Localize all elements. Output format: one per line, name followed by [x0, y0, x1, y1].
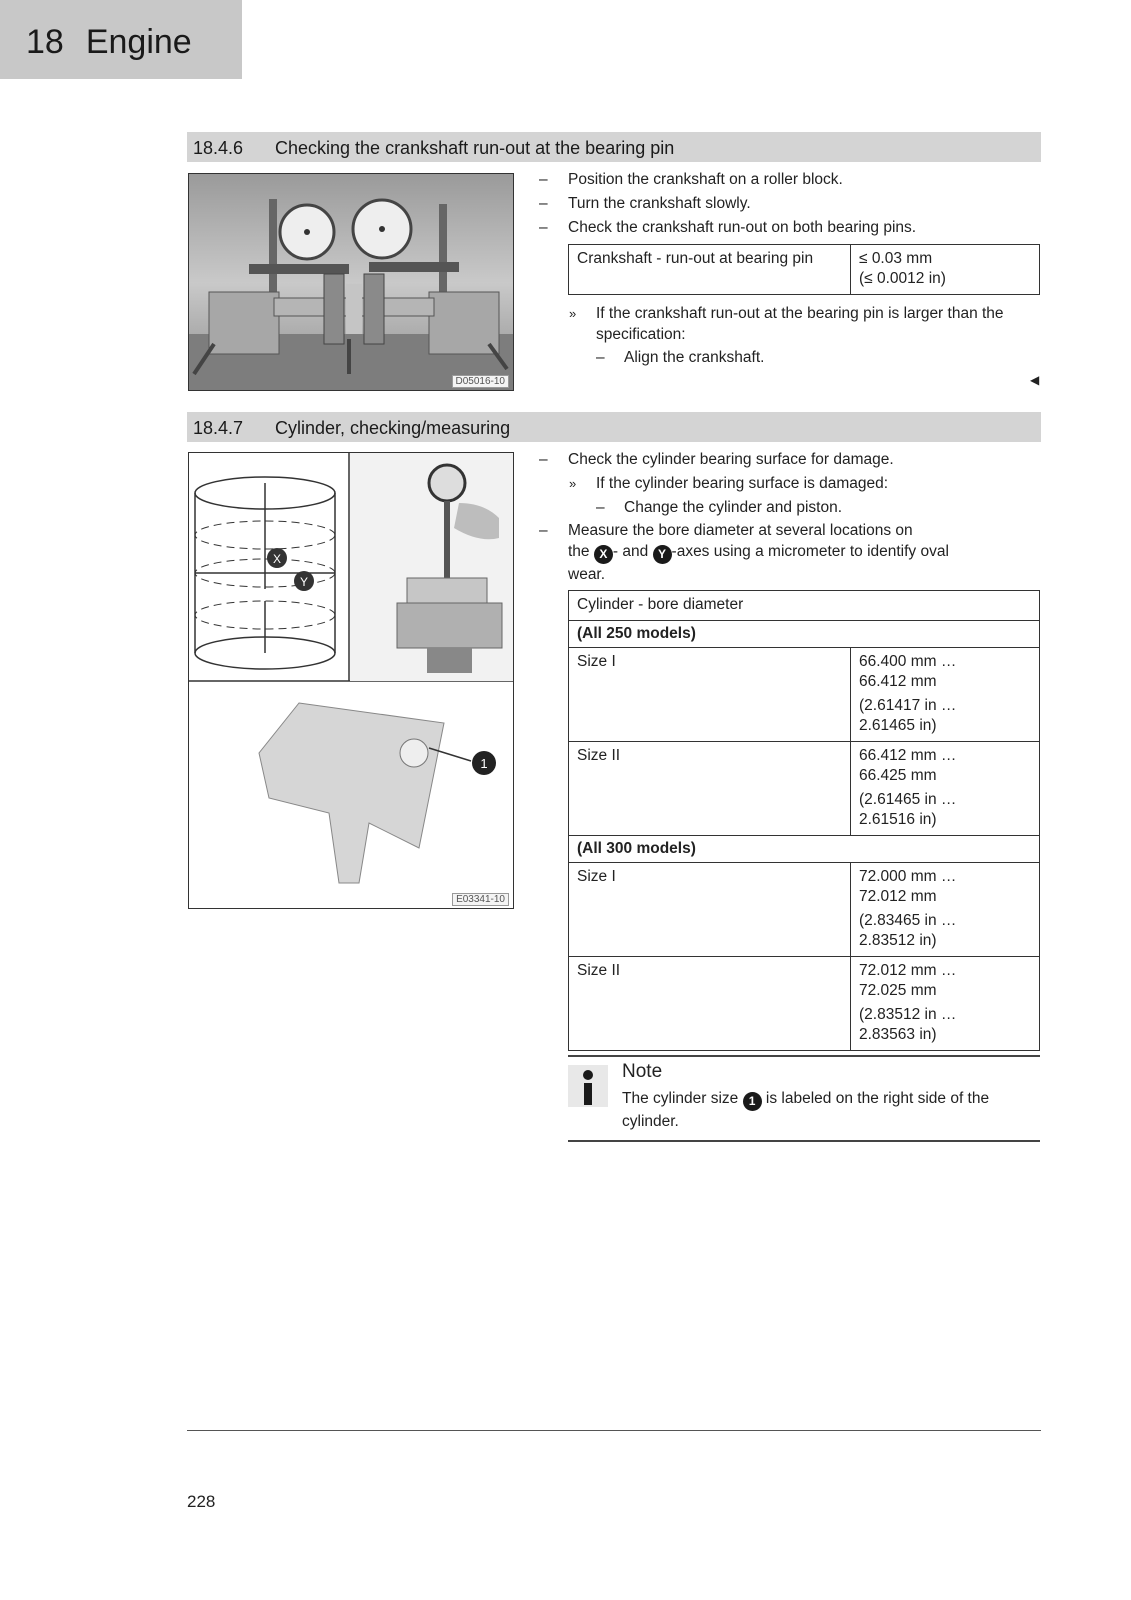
- cylinder-diagram: [189, 453, 514, 909]
- measure-line-2: [568, 541, 1038, 564]
- measure-axes: -axes using a micrometer to identify oval: [671, 543, 949, 560]
- size-value: [851, 742, 1040, 836]
- footer-rule: [187, 1430, 1041, 1431]
- section-title: Checking the crankshaft run-out at the bearing pin: [275, 138, 675, 158]
- x-axis-badge: X: [594, 545, 613, 564]
- step-dash: –: [539, 451, 548, 468]
- value-mm: 66.412 mm … 66.425 mm: [859, 747, 957, 784]
- measure-the: the: [568, 543, 590, 560]
- size-label: Size I: [569, 648, 851, 742]
- group-row-250: [569, 621, 1040, 648]
- action-align-crankshaft: Align the crankshaft.: [624, 349, 765, 366]
- note-bottom-rule: [568, 1140, 1040, 1142]
- note-text-after: is labeled on the right side of the cylinder.: [622, 1090, 990, 1130]
- size-value: [851, 648, 1040, 742]
- step-turn-crankshaft: Turn the crankshaft slowly.: [568, 195, 751, 212]
- table-row: [569, 742, 1040, 836]
- size-value: [851, 863, 1040, 957]
- callout-x: X: [272, 552, 282, 566]
- value-in: (2.61465 in … 2.61516 in): [859, 791, 957, 828]
- table-row: [569, 245, 1040, 295]
- section-heading-cylinder: [187, 412, 1041, 442]
- table-header-row: [569, 591, 1040, 621]
- group-name: (All 250 models): [569, 621, 1040, 648]
- spec-value-in: (≤ 0.0012 in): [859, 270, 946, 287]
- cylinder-measuring-figure: [188, 452, 514, 909]
- section-number: 18.4.6: [193, 138, 244, 158]
- info-icon: [568, 1065, 608, 1107]
- table-row: [569, 957, 1040, 1051]
- figure-code: E03341-10: [452, 893, 509, 906]
- step-check-surface: Check the cylinder bearing surface for damage.: [568, 451, 894, 468]
- table-row: [569, 648, 1040, 742]
- step-dash: –: [539, 522, 548, 539]
- step-dash: –: [539, 219, 548, 236]
- chapter-number: 18: [26, 23, 64, 61]
- section-number: 18.4.7: [193, 418, 244, 438]
- value-mm: 72.012 mm … 72.025 mm: [859, 962, 957, 999]
- spec-value-mm: ≤ 0.03 mm: [859, 250, 933, 267]
- spec-label: Crankshaft - run-out at bearing pin: [569, 245, 851, 295]
- action-change-cylinder: Change the cylinder and piston.: [624, 499, 843, 516]
- chapter-title: Engine: [85, 23, 192, 61]
- group-row-300: [569, 836, 1040, 863]
- bore-diameter-table: [568, 590, 1040, 1051]
- callout-one-badge: 1: [743, 1092, 762, 1111]
- runout-condition: If the crankshaft run-out at the bearing pin is larger than the specification:: [596, 305, 1004, 343]
- step-dash: –: [539, 171, 548, 188]
- callout-one: 1: [480, 756, 488, 771]
- value-mm: 72.000 mm … 72.012 mm: [859, 868, 957, 905]
- section-heading-crankshaft: [187, 132, 1041, 162]
- step-position-crankshaft: Position the crankshaft on a roller block.: [568, 171, 843, 188]
- value-mm: 66.400 mm … 66.412 mm: [859, 653, 957, 690]
- callout-y: Y: [299, 575, 309, 589]
- size-value: [851, 957, 1040, 1051]
- note-title: Note: [622, 1061, 663, 1082]
- figure-code: D05016-10: [452, 375, 509, 388]
- note-text-before: The cylinder size: [622, 1090, 739, 1107]
- step-dash: –: [596, 349, 605, 366]
- surface-condition: If the cylinder bearing surface is damaged:: [596, 475, 889, 492]
- size-label: Size I: [569, 863, 851, 957]
- result-marker: »: [569, 306, 577, 321]
- measure-line-3: wear.: [568, 566, 606, 583]
- step-dash: –: [539, 195, 548, 212]
- group-name: (All 300 models): [569, 836, 1040, 863]
- size-label: Size II: [569, 742, 851, 836]
- chapter-tab: [0, 0, 242, 79]
- note-top-rule: [568, 1055, 1040, 1057]
- step-check-runout: Check the crankshaft run-out on both bearing pins.: [568, 219, 917, 236]
- result-marker: »: [569, 476, 577, 491]
- step-dash: –: [596, 499, 605, 516]
- measure-and: - and: [612, 543, 649, 560]
- size-label: Size II: [569, 957, 851, 1051]
- crankshaft-runout-illustration: [189, 174, 514, 391]
- spec-value: [851, 245, 1040, 295]
- step-measure-bore: [568, 520, 1038, 585]
- section-title: Cylinder, checking/measuring: [275, 418, 511, 438]
- y-axis-badge: Y: [653, 545, 672, 564]
- page-number: 228: [187, 1492, 216, 1511]
- crankshaft-runout-photo: [188, 173, 514, 391]
- value-in: (2.61417 in … 2.61465 in): [859, 697, 957, 734]
- note-text: [622, 1088, 1040, 1132]
- table-header: Cylinder - bore diameter: [569, 591, 1040, 621]
- measure-line-1: Measure the bore diameter at several locations on: [568, 522, 913, 539]
- value-in: (2.83512 in … 2.83563 in): [859, 1006, 957, 1043]
- runout-spec-table: [568, 244, 1040, 295]
- value-in: (2.83465 in … 2.83512 in): [859, 912, 957, 949]
- end-marker-icon: ◀: [1030, 373, 1040, 387]
- table-row: [569, 863, 1040, 957]
